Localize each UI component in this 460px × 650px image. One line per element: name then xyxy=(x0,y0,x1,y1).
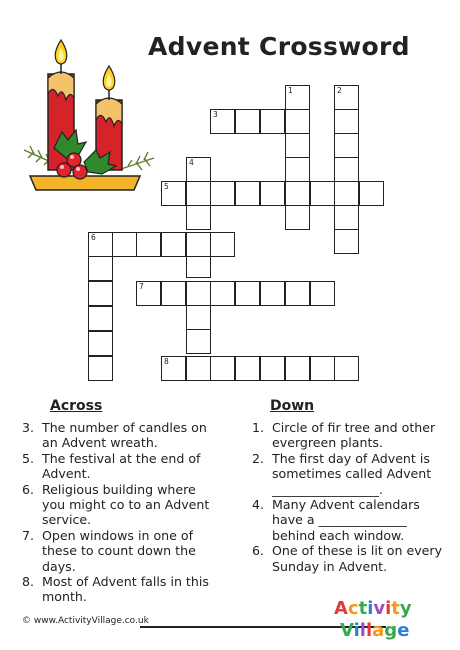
grid-cell[interactable] xyxy=(285,356,310,381)
grid-cell[interactable] xyxy=(210,356,235,381)
grid-cell[interactable] xyxy=(285,181,310,206)
grid-cell[interactable] xyxy=(285,205,310,230)
grid-cell[interactable] xyxy=(186,232,211,257)
grid-cell[interactable] xyxy=(210,281,235,306)
grid-cell[interactable] xyxy=(88,356,113,381)
grid-cell[interactable] xyxy=(186,205,211,230)
grid-cell[interactable] xyxy=(334,157,359,182)
grid-cell[interactable] xyxy=(186,329,211,354)
grid-cell[interactable] xyxy=(285,157,310,182)
grid-cell[interactable] xyxy=(235,181,260,206)
grid-cell[interactable] xyxy=(88,306,113,331)
cell-number: 2 xyxy=(337,86,342,95)
grid-cell[interactable] xyxy=(310,356,335,381)
list-item: 6. One of these is lit on every Sunday in Advent. xyxy=(252,543,443,574)
activity-village-logo xyxy=(328,594,444,644)
grid-cell[interactable] xyxy=(161,232,186,257)
grid-cell[interactable] xyxy=(88,331,113,356)
grid-cell[interactable] xyxy=(210,232,235,257)
cell-number: 7 xyxy=(139,282,144,291)
grid-cell[interactable] xyxy=(334,356,359,381)
down-clue-list xyxy=(252,420,444,574)
grid-cell[interactable] xyxy=(186,281,211,306)
grid-cell[interactable] xyxy=(285,133,310,158)
grid-cell[interactable] xyxy=(136,232,161,257)
copyright-text: © www.ActivityVillage.co.uk xyxy=(22,616,149,626)
list-item: 8. Most of Advent falls in this month. xyxy=(22,574,209,605)
brand-line-1: Activity xyxy=(334,598,412,619)
grid-cell[interactable] xyxy=(112,232,137,257)
list-item: 1. Circle of fir tree and other evergreen plants. xyxy=(252,420,436,451)
across-clue-list xyxy=(22,420,222,605)
cell-number: 4 xyxy=(189,158,194,167)
grid-cell[interactable] xyxy=(235,281,260,306)
grid-cell[interactable] xyxy=(285,109,310,134)
grid-cell[interactable] xyxy=(260,281,285,306)
grid-cell[interactable] xyxy=(310,281,335,306)
list-item: 4. Many Advent calendars have a ______________ behind each window. xyxy=(252,497,420,543)
grid-cell[interactable] xyxy=(186,305,211,330)
list-item: 2. The first day of Advent is sometimes called Advent _________________. xyxy=(252,450,432,497)
grid-cell[interactable] xyxy=(260,109,285,134)
grid-cell[interactable] xyxy=(161,281,186,306)
grid-cell[interactable] xyxy=(210,181,235,206)
brand-line-2: Village xyxy=(340,620,410,641)
across-heading: Across xyxy=(50,398,103,414)
cell-number: 1 xyxy=(288,86,293,95)
grid-cell[interactable] xyxy=(334,205,359,230)
grid-cell[interactable] xyxy=(88,281,113,306)
down-heading: Down xyxy=(270,398,315,414)
cell-number: 3 xyxy=(213,110,218,119)
grid-cell[interactable] xyxy=(235,109,260,134)
grid-cell[interactable] xyxy=(186,253,211,278)
page-title: Advent Crossword xyxy=(148,32,410,61)
cell-number: 8 xyxy=(164,357,169,366)
list-item: 3. The number of candles on an Advent wreath. xyxy=(22,420,207,451)
grid-cell[interactable] xyxy=(260,181,285,206)
list-item: 7. Open windows in one of these to count down the days. xyxy=(22,527,196,574)
grid-cell[interactable] xyxy=(310,181,335,206)
list-item: 6. Religious building where you might co to an Advent service. xyxy=(22,481,210,528)
grid-cell[interactable] xyxy=(334,229,359,254)
grid-cell[interactable] xyxy=(186,181,211,206)
grid-cell[interactable] xyxy=(260,356,285,381)
grid-cell[interactable] xyxy=(359,181,384,206)
grid-cell[interactable] xyxy=(235,356,260,381)
grid-cell[interactable] xyxy=(334,181,359,206)
grid-cell[interactable] xyxy=(334,133,359,158)
grid-cell[interactable] xyxy=(334,109,359,134)
grid-cell[interactable] xyxy=(285,281,310,306)
grid-cell[interactable] xyxy=(186,356,211,381)
cell-number: 5 xyxy=(164,182,169,191)
cell-number: 6 xyxy=(91,233,96,242)
list-item: 5. The festival at the end of Advent. xyxy=(22,450,201,482)
grid-cell[interactable] xyxy=(88,256,113,281)
